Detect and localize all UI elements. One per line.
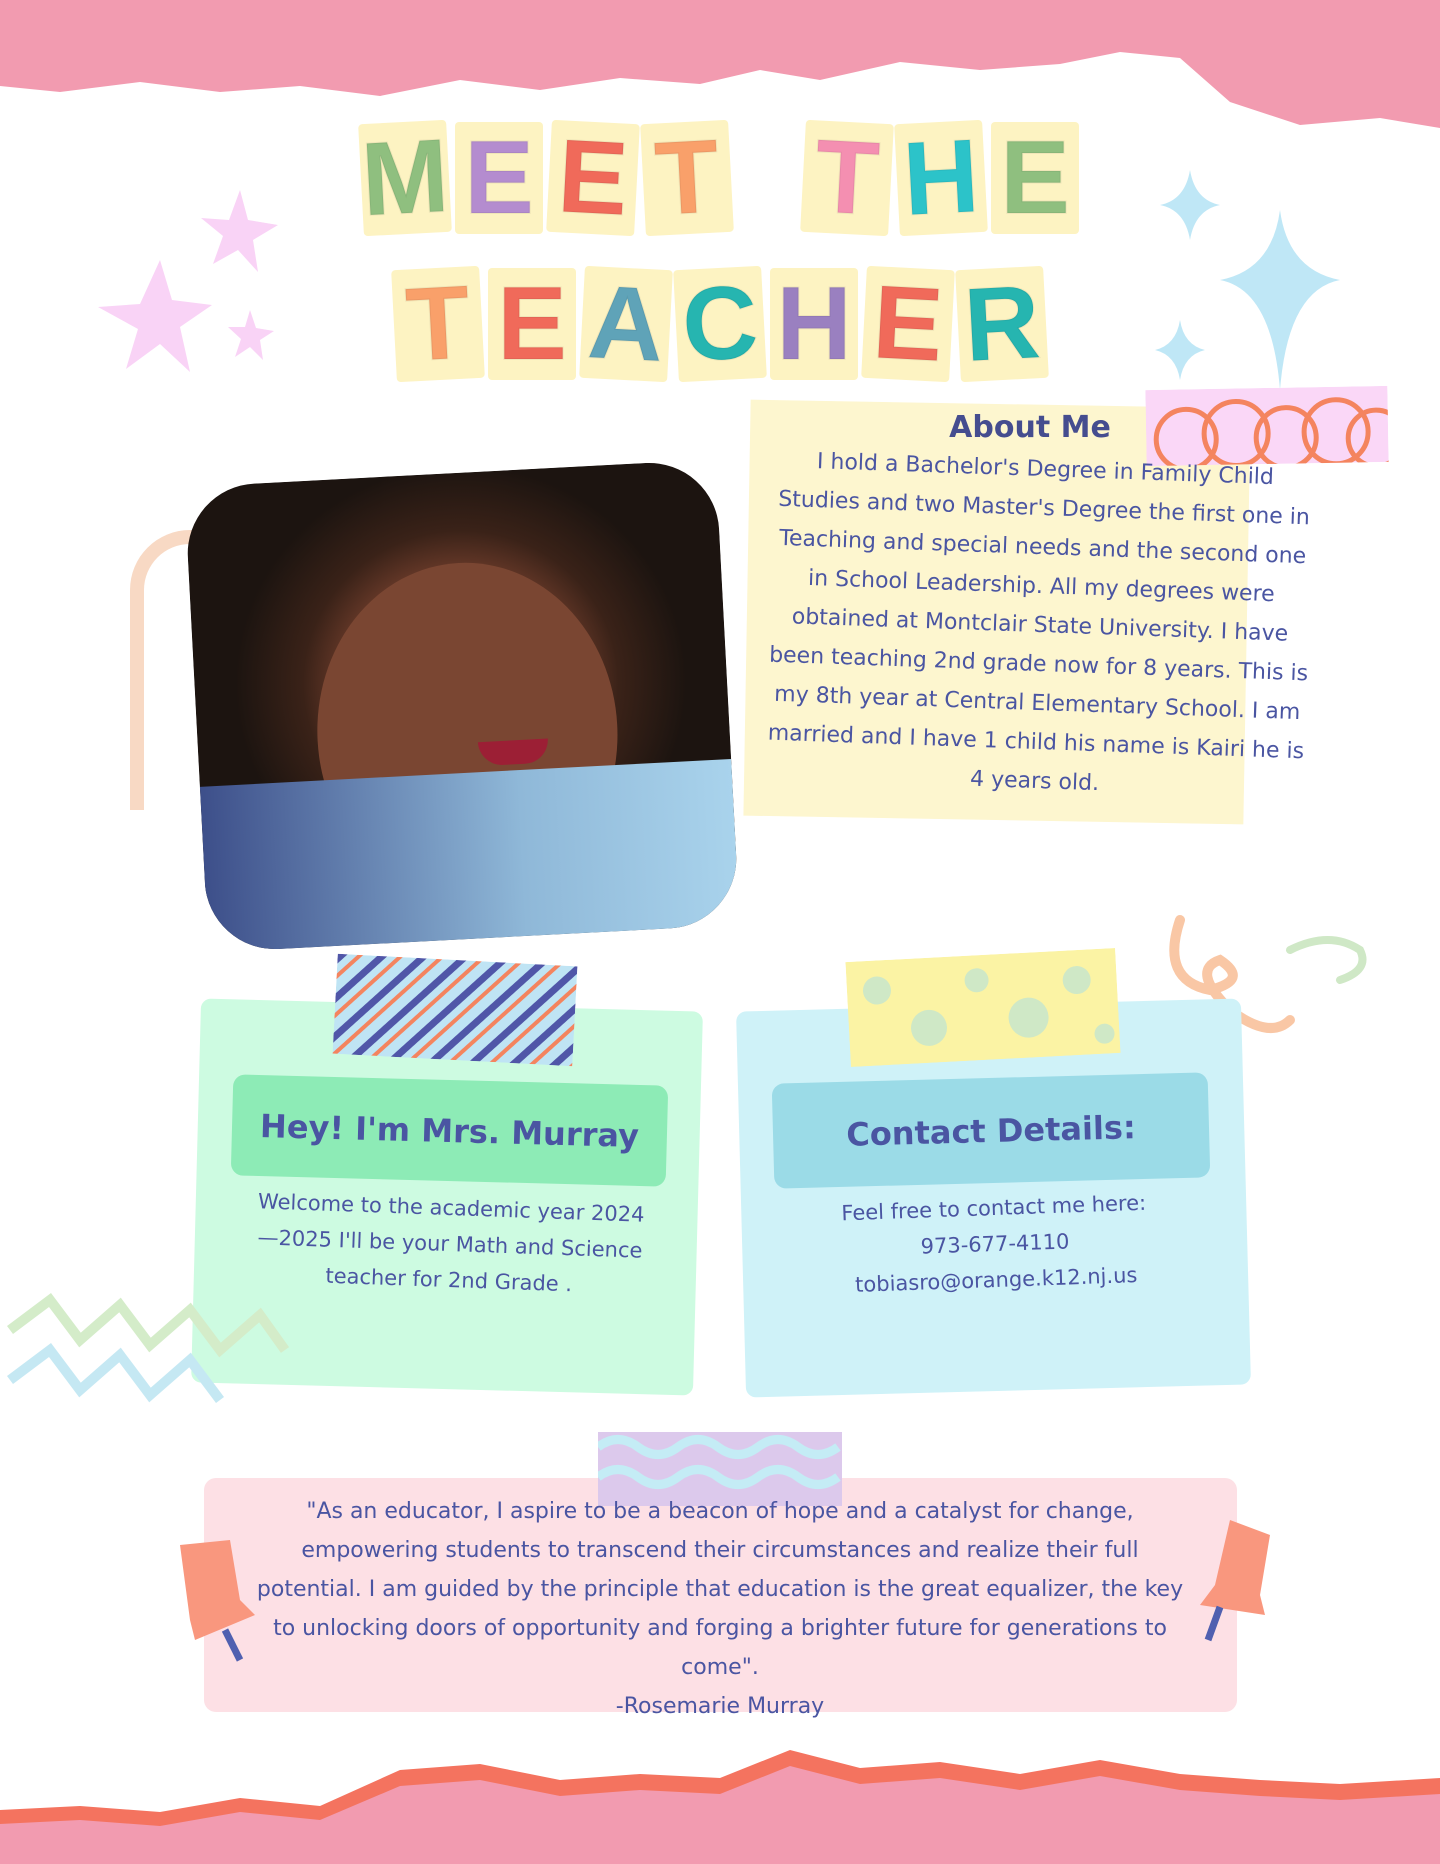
sparkles-decoration bbox=[1140, 170, 1340, 400]
contact-email[interactable]: tobiasro@orange.k12.nj.us bbox=[854, 1263, 1138, 1297]
contact-phone[interactable]: 973-677-4110 bbox=[920, 1229, 1070, 1259]
about-me-text: I hold a Bachelor's Degree in Family Child Studies and two Master's Degree the first one in Teaching and special needs and the second one in School Leadership. All my degrees were obtained at Montclair State University. I have been teaching 2nd grade now for 8 years. This is my 8th year at Central Elementary School. I am married and I have 1 child his name is Kairi he is 4 years old. bbox=[767, 449, 1311, 797]
dotted-tape bbox=[845, 948, 1120, 1067]
title-letter: R bbox=[955, 266, 1049, 382]
stars-decoration bbox=[80, 180, 310, 390]
torn-paper-bottom bbox=[0, 1740, 1440, 1864]
intro-heading: Hey! I'm Mrs. Murray bbox=[231, 1074, 668, 1186]
contact-lead: Feel free to contact me here: bbox=[840, 1190, 1147, 1226]
title-letter: E bbox=[991, 122, 1079, 234]
striped-tape bbox=[333, 954, 578, 1066]
title-letter bbox=[734, 121, 800, 236]
torn-paper-top bbox=[0, 0, 1440, 130]
title-letter: E bbox=[488, 268, 576, 380]
title-letter: C bbox=[673, 266, 767, 382]
title-letter: T bbox=[640, 120, 734, 236]
teacher-photo bbox=[184, 459, 740, 952]
title-letter: T bbox=[800, 120, 894, 236]
contact-heading: Contact Details: bbox=[772, 1072, 1211, 1188]
title-letter: M bbox=[358, 117, 452, 238]
title-letter: H bbox=[894, 120, 988, 236]
about-me-heading: About Me bbox=[949, 410, 1111, 445]
quote-text: "As an educator, I aspire to be a beacon of hope and a catalyst for change, empowering students to transcend their circumstances and realize their full potential. I am guided by the principle that education is the great equalizer, the key to unlocking doors of opportunity and forging a brighter future for generations to come". bbox=[256, 1499, 1184, 1680]
title-letter: E bbox=[861, 266, 955, 382]
intro-text: Welcome to the academic year 2024—2025 I'll be your Math and Science teacher for 2nd Grade . bbox=[257, 1189, 645, 1297]
quote bbox=[250, 1492, 1190, 1726]
contact-details bbox=[788, 1183, 1202, 1305]
quote-author: -Rosemarie Murray bbox=[615, 1694, 825, 1719]
title-letter: E bbox=[455, 122, 543, 234]
pushpin-right-icon bbox=[1180, 1515, 1280, 1645]
title-letter: E bbox=[546, 120, 640, 236]
zigzag-decoration bbox=[5, 1280, 295, 1420]
title-letter: H bbox=[770, 268, 858, 380]
title-letter: A bbox=[579, 266, 673, 382]
title-letter: T bbox=[391, 266, 485, 382]
